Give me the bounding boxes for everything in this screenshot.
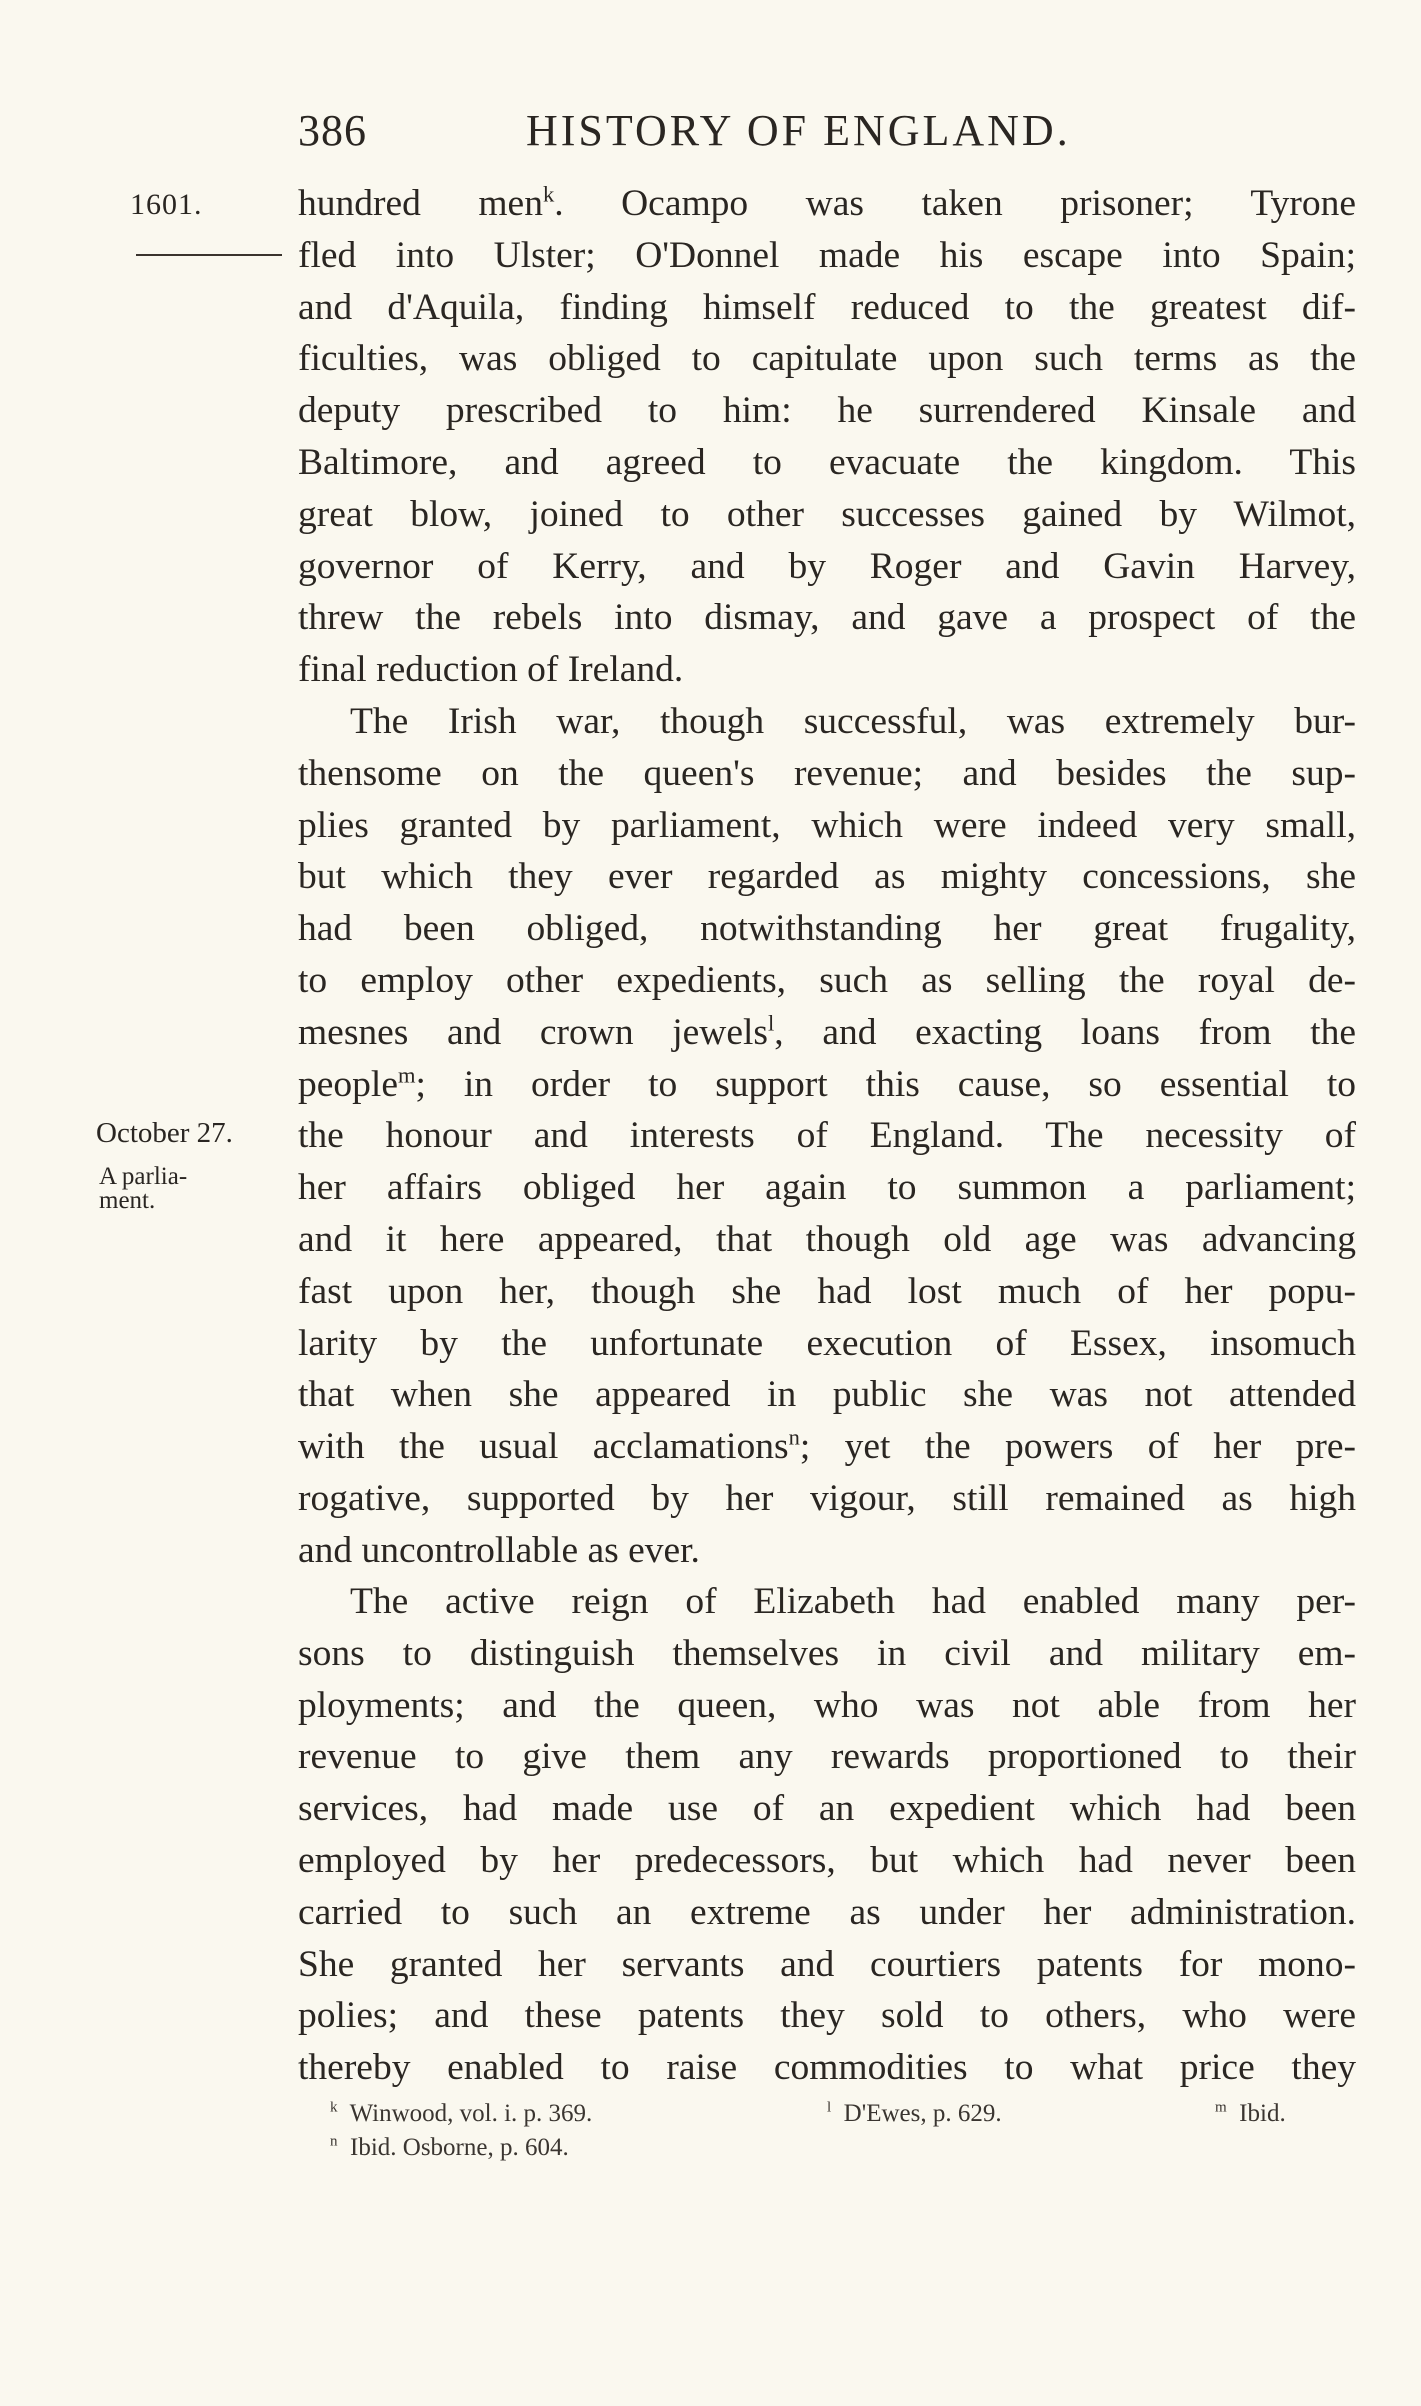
margin-rule (136, 254, 282, 256)
text-line: and d'Aquila, finding himself reduced to the greatest dif- (298, 286, 1356, 328)
text-line: services, had made use of an expedient which had been (298, 1788, 1356, 1830)
running-title: HISTORY OF ENGLAND. (526, 106, 1071, 155)
text-line: and uncontrollable as ever. (298, 1529, 700, 1571)
footnotes (330, 2100, 1360, 2168)
text-line: The active reign of Elizabeth had enabled many per- (350, 1581, 1356, 1622)
footnote: $^m$ Ibid. (1215, 2099, 1286, 2127)
text-line: mesnes and crown jewels$^l$, and exacting loans from the (298, 1010, 1356, 1053)
text-line: sons to distinguish themselves in civil and military em- (298, 1632, 1356, 1674)
text-line: but which they ever regarded as mighty concessions, she (298, 856, 1356, 898)
text-line: deputy prescribed to him: he surrendered Kinsale and (298, 390, 1356, 432)
footnote: $^k$ Winwood, vol. i. p. 369. (330, 2099, 593, 2127)
margin-note-line: ment. (99, 1187, 156, 1214)
margin-note-line: A parlia- (99, 1163, 188, 1190)
text-line: fled into Ulster; O'Donnel made his escape into Spain; (298, 234, 1356, 276)
text-line: Baltimore, and agreed to evacuate the kingdom. This (298, 441, 1356, 483)
margin-year: 1601. (130, 188, 203, 221)
text-line: rogative, supported by her vigour, still remained as high (298, 1477, 1356, 1519)
page-header (298, 105, 1356, 165)
footnote-ref: l (768, 1010, 775, 1036)
text-line: final reduction of Ireland. (298, 649, 684, 691)
text-line: thereby enabled to raise commodities to what price they (298, 2047, 1356, 2089)
text-line: larity by the unfortunate execution of Essex, insomuch (298, 1322, 1356, 1364)
text-line: governor of Kerry, and by Roger and Gavin Harvey, (298, 545, 1356, 587)
footnote-ref: m (397, 1062, 416, 1088)
text-line: thensome on the queen's revenue; and besides the sup- (298, 752, 1356, 794)
footnote-ref: k (542, 181, 555, 207)
text-line: plies granted by parliament, which were indeed very small, (298, 804, 1356, 846)
text-line: hundred men$^k$. Ocampo was taken prisoner; Tyrone (298, 181, 1357, 224)
text-line: polies; and these patents they sold to others, who were (298, 1995, 1356, 2037)
text-line: people$^m$; in order to support this cause, so essential to (298, 1062, 1356, 1105)
text-line: with the usual acclamations$^n$; yet the powers of her pre- (298, 1424, 1356, 1468)
text-line: She granted her servants and courtiers patents for mono- (298, 1943, 1356, 1985)
paragraph-3 (298, 1576, 1356, 2094)
footnote-row (330, 2100, 1360, 2134)
text-line: ployments; and the queen, who was not able from her (298, 1684, 1356, 1726)
text-line: her affairs obliged her again to summon a parliament; (298, 1167, 1356, 1209)
text-line: great blow, joined to other successes gained by Wilmot, (298, 493, 1356, 535)
text-line: the honour and interests of England. The necessity of (298, 1115, 1356, 1157)
text-line: employed by her predecessors, but which had never been (298, 1839, 1356, 1881)
footnote: $^n$ Ibid. Osborne, p. 604. (330, 2133, 569, 2161)
text-line: that when she appeared in public she was not attended (298, 1374, 1356, 1416)
margin-note (99, 1165, 187, 1213)
text-line: The Irish war, though successful, was extremely bur- (350, 701, 1356, 742)
footnote-ref: n (788, 1424, 800, 1450)
text-line: revenue to give them any rewards proportioned to their (298, 1736, 1356, 1778)
text-line: threw the rebels into dismay, and gave a prospect of the (298, 597, 1356, 639)
margin-date: October 27. (96, 1117, 233, 1149)
text-line: ficulties, was obliged to capitulate upon such terms as the (298, 338, 1356, 380)
footnote-row (330, 2134, 1360, 2168)
paragraph-1 (298, 178, 1356, 696)
footnote: $^l$ D'Ewes, p. 629. (827, 2099, 1002, 2127)
text-line: fast upon her, though she had lost much of her popu- (298, 1270, 1356, 1312)
paragraph-2 (298, 696, 1356, 1577)
text-line: and it here appeared, that though old age was advancing (298, 1218, 1356, 1260)
text-line: had been obliged, notwithstanding her great frugality, (298, 908, 1356, 950)
text-line: carried to such an extreme as under her administration. (298, 1891, 1356, 1933)
page-number: 386 (298, 106, 367, 155)
text-line: to employ other expedients, such as selling the royal de- (298, 959, 1356, 1001)
